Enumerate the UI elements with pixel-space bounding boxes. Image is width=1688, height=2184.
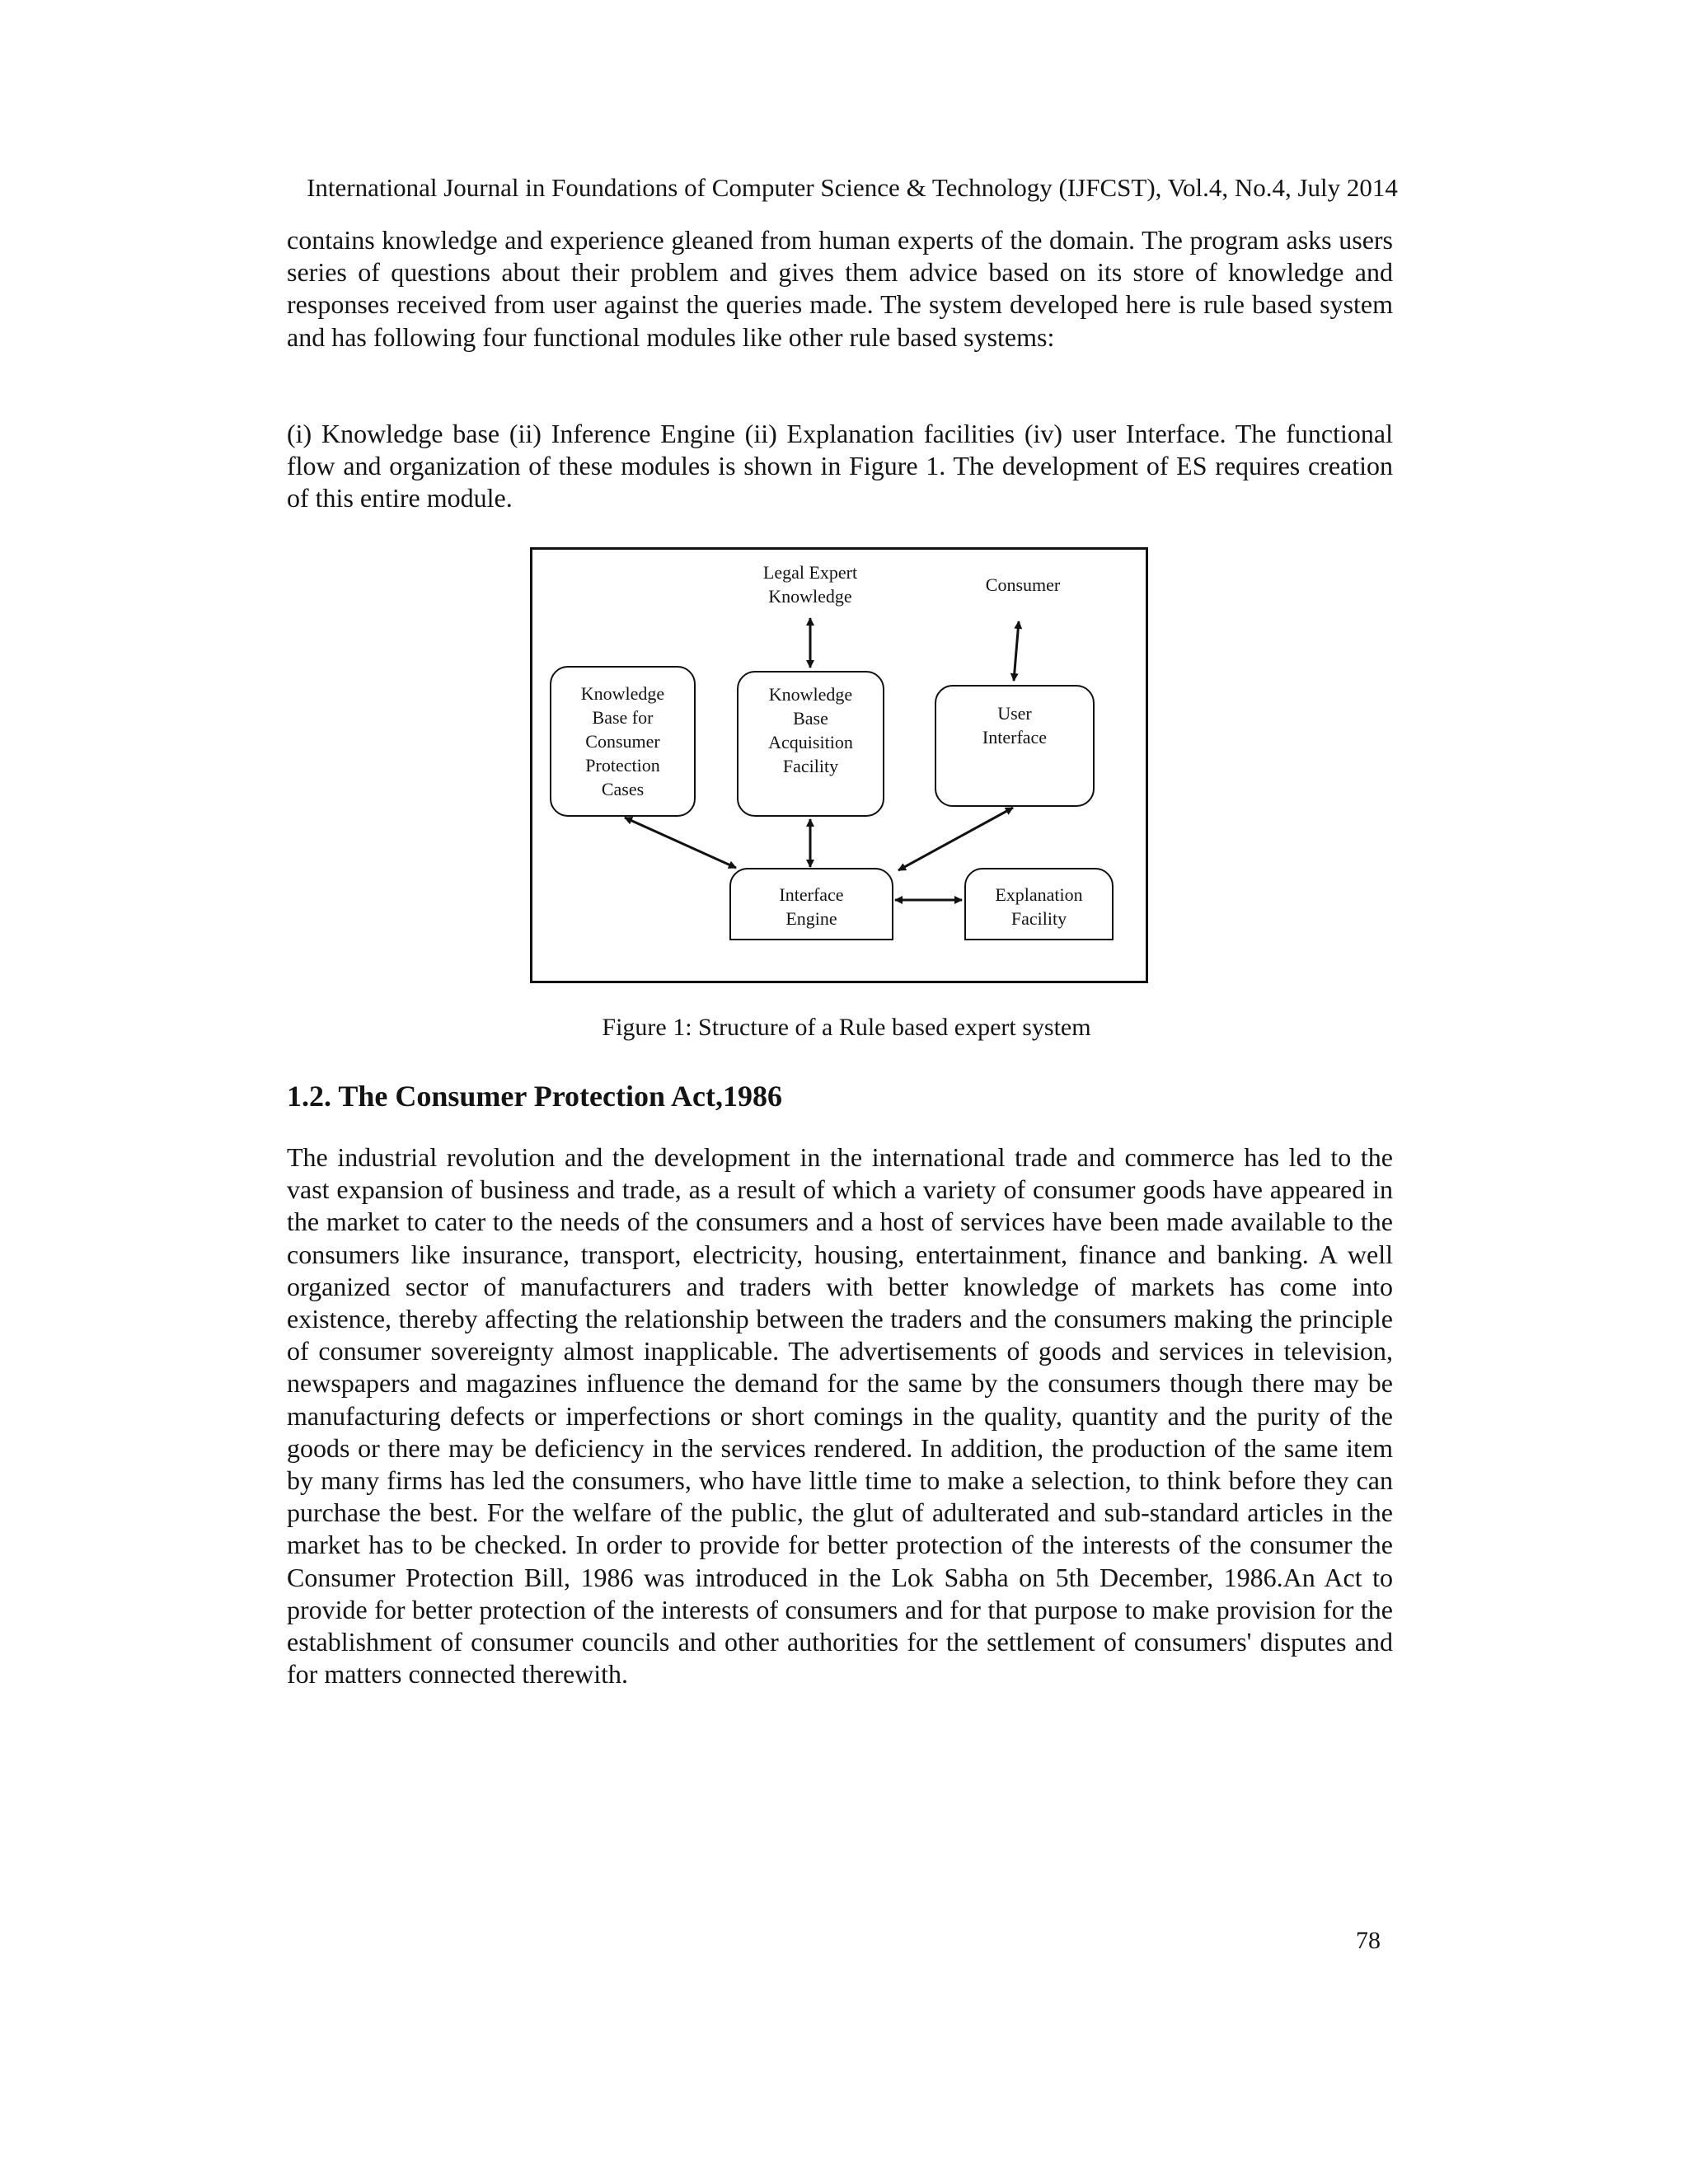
section-heading: 1.2. The Consumer Protection Act,1986 xyxy=(287,1080,782,1113)
explanation-facility-label: Explanation Facility xyxy=(995,884,1083,929)
expert-system-diagram xyxy=(530,547,1148,983)
knowledge-base-acquisition-label: Knowledge Base Acquisition Facility xyxy=(768,684,853,776)
legal-expert-knowledge-label: Legal Expert Knowledge xyxy=(762,562,858,607)
interface-engine-box xyxy=(729,868,893,940)
arrow-ui-to-engine xyxy=(898,808,1013,870)
knowledge-base-consumer-cases-label: Knowledge Base for Consumer Protection Cases xyxy=(580,683,665,799)
act-paragraph: The industrial revolution and the development in the international trade and commerce has led to the vast expansion of business and trade, as a result of which a variety of consumer goods have appeared in the market to cater to the needs of the consumers and a host of services have been made available to the consumers like insurance, transport, electricity, housing, entertainment, finance and banking. A well organized sector of manufacturers and traders with better knowledge of markets has come into existence, thereby affecting the relationship between the traders and the consumers making the principle of consumer sovereignty almost inapplicable. The advertisements of goods and services in television, newspapers and magazines influence the demand for the same by the consumers though there may be manufacturing defects or imperfections or short comings in the quality, quantity and the purity of the goods or there may be deficiency in the services rendered. In addition, the production of the same item by many firms has led the consumers, who have little time to make a selection, to think before they can purchase the best. For the welfare of the public, the glut of adulterated and sub-standard articles in the market has to be checked. In order to provide for better protection of the interests of the consumer the Consumer Protection Bill, 1986 was introduced in the Lok Sabha on 5th December, 1986.An Act to provide for better protection of the interests of consumers and for that purpose to make provision for the establishment of consumer councils and other authorities for the settlement of consumers' disputes and for matters connected therewith. xyxy=(287,1142,1393,1690)
user-interface-box xyxy=(935,685,1095,807)
knowledge-base-acquisition-box xyxy=(737,671,884,817)
user-interface-label: User Interface xyxy=(982,703,1048,748)
arrow-consumer-to-ui xyxy=(1014,621,1019,681)
consumer-label: Consumer xyxy=(985,574,1061,595)
arrow-kb-to-engine xyxy=(625,818,736,868)
page-number: 78 xyxy=(1356,1927,1381,1954)
interface-engine-label: Interface Engine xyxy=(779,884,844,929)
modules-paragraph: (i) Knowledge base (ii) Inference Engine (ii) Explanation facilities (iv) user Interface. The functional flow and organization of these modules is shown in Figure 1. The development of ES requires creation of this entire module. xyxy=(287,419,1393,513)
intro-paragraph: contains knowledge and experience gleaned from human experts of the domain. The program asks users series of questions about their problem and gives them advice based on its store of knowledge and responses received from user against the queries made. The system developed here is rule based system and has following four functional modules like other rule based systems: xyxy=(287,225,1393,352)
knowledge-base-consumer-cases-box xyxy=(550,666,696,817)
running-head: International Journal in Foundations of Computer Science & Technology (IJFCST), Vol.4, No.4, July 2014 xyxy=(307,173,1398,202)
figure-caption: Figure 1: Structure of a Rule based expert system xyxy=(602,1014,1091,1041)
explanation-facility-box xyxy=(964,868,1114,940)
